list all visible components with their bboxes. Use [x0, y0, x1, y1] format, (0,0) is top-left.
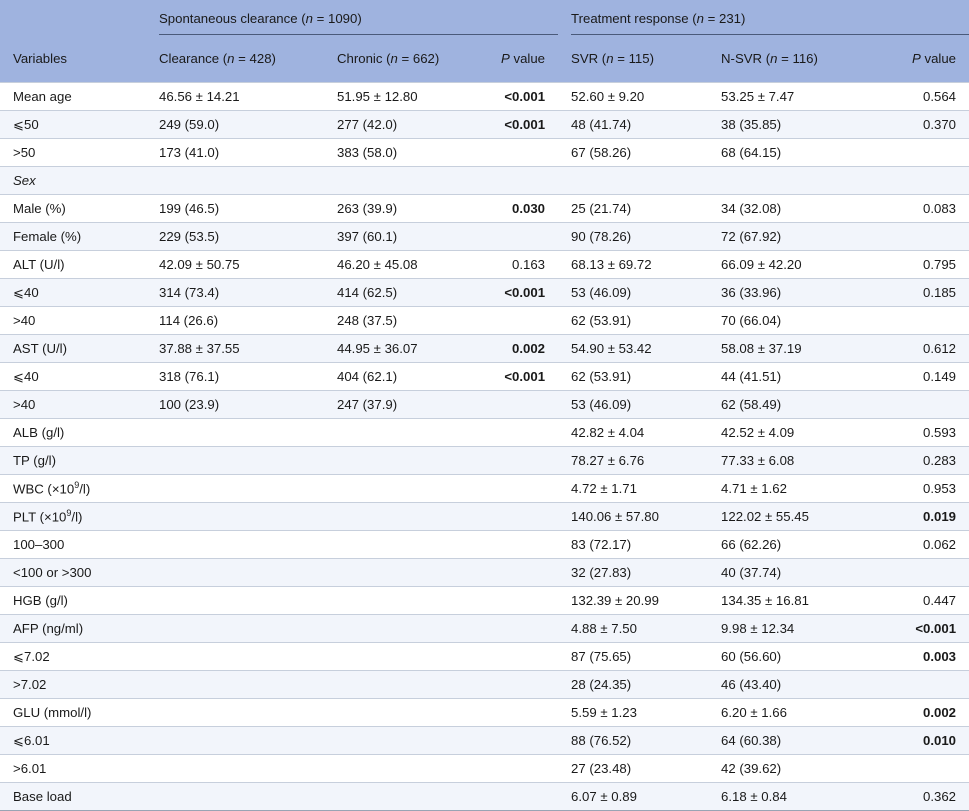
cell-chronic	[324, 783, 487, 811]
cell-p-value-1	[487, 615, 558, 643]
col-clearance	[146, 34, 324, 83]
p2-letter: P	[912, 50, 921, 66]
cell-nsvr: 62 (58.49)	[721, 397, 782, 412]
group2-n: n	[696, 10, 704, 26]
cell-chronic: 397 (60.1)	[337, 229, 398, 244]
cell-p-value-2: 0.019	[923, 509, 957, 524]
cell-p-value-1	[487, 391, 558, 419]
group-spontaneous-clearance	[146, 0, 558, 34]
cell-nsvr: 42 (39.62)	[721, 761, 782, 776]
cell-svr	[558, 167, 708, 195]
cell-variable	[0, 391, 146, 419]
variable-label-tail: /l)	[71, 509, 83, 525]
header-column-row	[0, 34, 969, 83]
cell-chronic	[324, 447, 487, 475]
col-p-value-2	[862, 34, 969, 83]
cell-nsvr: 4.71 ± 1.62	[721, 481, 787, 496]
table-row	[0, 335, 969, 363]
cell-p-value-1	[487, 167, 558, 195]
variable-label: >50	[13, 145, 36, 160]
cell-variable	[0, 251, 146, 279]
cell-p-value-2: 0.003	[923, 649, 957, 664]
cell-clearance	[146, 419, 324, 447]
table-row	[0, 307, 969, 335]
p2-suffix: value	[920, 50, 957, 66]
cell-chronic	[324, 587, 487, 615]
group2-underline	[571, 34, 969, 35]
cell-svr: 68.13 ± 69.72	[571, 257, 652, 272]
cell-variable	[0, 699, 146, 727]
cell-nsvr: 9.98 ± 12.34	[721, 621, 795, 636]
cell-variable	[0, 615, 146, 643]
cell-svr: 54.90 ± 53.42	[571, 341, 652, 356]
cell-p-value-1	[487, 727, 558, 755]
cell-variable	[0, 587, 146, 615]
variable-label: Sex	[13, 173, 36, 188]
cell-nsvr: 77.33 ± 6.08	[721, 453, 795, 468]
p1-letter: P	[501, 50, 510, 66]
cell-clearance	[146, 615, 324, 643]
cell-variable	[0, 643, 146, 671]
cell-p-value-2: 0.002	[923, 705, 957, 720]
cell-p-value-1	[487, 587, 558, 615]
variable-label: AST (U/l)	[13, 341, 67, 356]
cell-nsvr: 70 (66.04)	[721, 313, 782, 328]
cell-svr: 4.72 ± 1.71	[571, 481, 637, 496]
table-row	[0, 531, 969, 559]
group2-n-value: = 231)	[703, 10, 746, 26]
variable-label: ALB (g/l)	[13, 425, 65, 440]
cell-nsvr: 46 (43.40)	[721, 677, 782, 692]
cell-chronic	[324, 167, 487, 195]
cell-clearance: 249 (59.0)	[159, 117, 220, 132]
table-body	[0, 83, 969, 811]
cell-p-value-2	[862, 671, 969, 699]
table-row	[0, 699, 969, 727]
cell-nsvr: 122.02 ± 55.45	[721, 509, 809, 524]
cell-clearance: 46.56 ± 14.21	[159, 89, 240, 104]
variable-label: PLT (×10	[13, 509, 67, 525]
variable-label: Female (%)	[13, 229, 82, 244]
cell-chronic	[324, 643, 487, 671]
cell-p-value-1	[487, 699, 558, 727]
cell-svr: 25 (21.74)	[571, 201, 632, 216]
variable-label: >7.02	[13, 677, 47, 692]
cell-p-value-1	[487, 419, 558, 447]
cell-svr: 62 (53.91)	[571, 313, 632, 328]
variable-label: 100–300	[13, 537, 65, 552]
variable-label: AFP (ng/ml)	[13, 621, 84, 636]
cell-svr: 48 (41.74)	[571, 117, 632, 132]
variable-label: HGB (g/l)	[13, 593, 68, 608]
cell-variable	[0, 727, 146, 755]
cell-p-value-2: 0.370	[923, 117, 957, 132]
cell-nsvr: 72 (67.92)	[721, 229, 782, 244]
clearance-n: n	[227, 50, 235, 66]
nsvr-n: n	[770, 50, 778, 66]
col-svr	[558, 34, 708, 83]
cell-nsvr: 60 (56.60)	[721, 649, 782, 664]
table-row	[0, 223, 969, 251]
group2-label: Treatment response (	[571, 10, 697, 26]
cell-p-value-2: <0.001	[915, 621, 957, 636]
cell-clearance: 100 (23.9)	[159, 397, 220, 412]
variable-label: >6.01	[13, 761, 47, 776]
cell-chronic: 414 (62.5)	[337, 285, 398, 300]
cell-svr: 28 (24.35)	[571, 677, 632, 692]
cell-chronic	[324, 671, 487, 699]
cell-chronic	[324, 503, 487, 531]
cell-clearance: 114 (26.6)	[159, 313, 219, 328]
cell-nsvr: 58.08 ± 37.19	[721, 341, 802, 356]
table-row	[0, 139, 969, 167]
cell-p-value-2	[862, 755, 969, 783]
cell-p-value-1: <0.001	[504, 369, 546, 384]
cell-nsvr: 40 (37.74)	[721, 565, 782, 580]
cell-p-value-2	[862, 167, 969, 195]
cell-p-value-1: 0.163	[512, 257, 546, 272]
svr-n: n	[606, 50, 614, 66]
cell-variable	[0, 475, 146, 503]
table-row	[0, 167, 969, 195]
cell-p-value-2: 0.149	[923, 369, 957, 384]
cell-nsvr: 34 (32.08)	[721, 201, 782, 216]
cell-svr: 62 (53.91)	[571, 369, 632, 384]
group-treatment-response	[558, 0, 969, 34]
cell-p-value-2: 0.083	[923, 201, 957, 216]
cell-nsvr: 6.20 ± 1.66	[721, 705, 787, 720]
cell-svr: 67 (58.26)	[571, 145, 632, 160]
table-row	[0, 195, 969, 223]
cell-p-value-1	[487, 475, 558, 503]
cell-clearance	[146, 643, 324, 671]
p1-suffix: value	[509, 50, 546, 66]
cell-p-value-1	[487, 671, 558, 699]
cell-chronic	[324, 531, 487, 559]
cell-svr: 6.07 ± 0.89	[571, 789, 637, 804]
table-row	[0, 671, 969, 699]
cell-p-value-1	[487, 643, 558, 671]
cell-variable	[0, 671, 146, 699]
cell-clearance	[146, 447, 324, 475]
cell-variable	[0, 223, 146, 251]
cell-chronic	[324, 419, 487, 447]
group1-n-value: = 1090)	[312, 10, 362, 26]
cell-p-value-1	[487, 307, 558, 335]
cell-clearance	[146, 755, 324, 783]
variable-label: TP (g/l)	[13, 453, 56, 468]
cell-svr: 90 (78.26)	[571, 229, 632, 244]
cell-svr: 42.82 ± 4.04	[571, 425, 645, 440]
cell-variable	[0, 111, 146, 139]
cell-p-value-2: 0.010	[923, 733, 957, 748]
cell-clearance	[146, 503, 324, 531]
cell-p-value-2: 0.185	[923, 285, 957, 300]
cell-p-value-2: 0.795	[923, 257, 957, 272]
cell-p-value-2	[862, 223, 969, 251]
variable-label: ⩽50	[13, 116, 39, 132]
table-header	[0, 0, 969, 83]
cell-clearance	[146, 531, 324, 559]
col-variables: Variables	[13, 50, 67, 66]
table-row	[0, 419, 969, 447]
cell-svr: 27 (23.48)	[571, 761, 632, 776]
cell-p-value-1	[487, 783, 558, 811]
variable-label: >40	[13, 313, 36, 328]
table-row	[0, 447, 969, 475]
cell-chronic: 44.95 ± 36.07	[337, 341, 418, 356]
cell-p-value-1: 0.002	[512, 341, 546, 356]
cell-nsvr: 42.52 ± 4.09	[721, 425, 795, 440]
table-row	[0, 755, 969, 783]
cell-clearance: 318 (76.1)	[159, 369, 220, 384]
table-row	[0, 503, 969, 531]
cell-chronic: 263 (39.9)	[337, 201, 398, 216]
cell-chronic: 277 (42.0)	[337, 117, 398, 132]
cell-variable	[0, 503, 146, 531]
cell-svr: 88 (76.52)	[571, 733, 632, 748]
table-row	[0, 587, 969, 615]
cell-p-value-1	[487, 503, 558, 531]
header-empty-cell	[0, 0, 146, 34]
col-p-value-1	[487, 34, 558, 83]
clearance-n-value: = 428)	[234, 50, 276, 66]
cell-variable	[0, 335, 146, 363]
cell-clearance: 37.88 ± 37.55	[159, 341, 240, 356]
cell-nsvr: 38 (35.85)	[721, 117, 782, 132]
cell-chronic	[324, 615, 487, 643]
cell-p-value-2: 0.362	[923, 789, 957, 804]
cell-chronic	[324, 755, 487, 783]
group1-underline	[159, 34, 558, 35]
cell-p-value-1: <0.001	[504, 117, 546, 132]
clearance-label: Clearance (	[159, 50, 228, 66]
cell-p-value-2: 0.062	[923, 537, 957, 552]
cell-svr: 32 (27.83)	[571, 565, 632, 580]
chronic-label: Chronic (	[337, 50, 391, 66]
cell-chronic	[324, 699, 487, 727]
cell-p-value-1: 0.030	[512, 201, 546, 216]
cell-p-value-2: 0.953	[923, 481, 957, 496]
cell-p-value-2: 0.564	[923, 89, 957, 104]
chronic-n: n	[390, 50, 398, 66]
table-row	[0, 111, 969, 139]
table-row	[0, 475, 969, 503]
cell-clearance	[146, 559, 324, 587]
variable-label: Mean age	[13, 89, 72, 104]
cell-p-value-2	[862, 307, 969, 335]
cell-p-value-1: <0.001	[504, 285, 546, 300]
cell-chronic	[324, 559, 487, 587]
group1-n: n	[305, 10, 313, 26]
col-chronic	[324, 34, 487, 83]
table-row	[0, 251, 969, 279]
group1-label: Spontaneous clearance (	[159, 10, 306, 26]
chronic-n-value: = 662)	[397, 50, 440, 66]
table-row	[0, 391, 969, 419]
table-row	[0, 279, 969, 307]
cell-svr: 53 (46.09)	[571, 397, 632, 412]
cell-variable	[0, 559, 146, 587]
cell-svr: 53 (46.09)	[571, 285, 632, 300]
variable-label: >40	[13, 397, 36, 412]
nsvr-n-value: = 116)	[777, 50, 818, 66]
cell-clearance	[146, 783, 324, 811]
cell-svr: 78.27 ± 6.76	[571, 453, 645, 468]
cell-svr: 52.60 ± 9.20	[571, 89, 645, 104]
cell-chronic: 404 (62.1)	[337, 369, 398, 384]
cell-nsvr: 134.35 ± 16.81	[721, 593, 809, 608]
cell-chronic	[324, 475, 487, 503]
cell-clearance	[146, 587, 324, 615]
cell-variable	[0, 167, 146, 195]
table-row	[0, 615, 969, 643]
cell-svr: 140.06 ± 57.80	[571, 509, 659, 524]
table-row	[0, 643, 969, 671]
cell-p-value-1	[487, 139, 558, 167]
variable-label: <100 or >300	[13, 565, 92, 580]
cell-chronic: 248 (37.5)	[337, 313, 398, 328]
svr-label: SVR (	[571, 50, 607, 66]
cell-p-value-1	[487, 447, 558, 475]
cell-variable	[0, 363, 146, 391]
cell-p-value-2	[862, 559, 969, 587]
table-row	[0, 783, 969, 811]
cell-clearance	[146, 671, 324, 699]
cell-variable	[0, 139, 146, 167]
variable-label: ⩽40	[13, 284, 39, 300]
cell-p-value-2: 0.447	[923, 593, 957, 608]
cell-chronic: 51.95 ± 12.80	[337, 89, 418, 104]
cell-p-value-2: 0.283	[923, 453, 957, 468]
cell-clearance: 173 (41.0)	[159, 145, 220, 160]
cell-p-value-2	[862, 139, 969, 167]
cell-variable	[0, 531, 146, 559]
cell-clearance: 42.09 ± 50.75	[159, 257, 240, 272]
variable-label: GLU (mmol/l)	[13, 705, 92, 720]
cell-p-value-1	[487, 531, 558, 559]
table-row	[0, 727, 969, 755]
table-row	[0, 363, 969, 391]
cell-nsvr: 68 (64.15)	[721, 145, 782, 160]
cell-clearance	[146, 727, 324, 755]
table-row	[0, 83, 969, 111]
cell-nsvr	[708, 167, 862, 195]
cell-variable	[0, 755, 146, 783]
cell-variable	[0, 447, 146, 475]
col-nsvr	[708, 34, 862, 83]
cell-clearance	[146, 699, 324, 727]
variable-label: WBC (×10	[13, 481, 75, 497]
header-group-row	[0, 0, 969, 34]
cell-svr: 4.88 ± 7.50	[571, 621, 637, 636]
cell-chronic	[324, 727, 487, 755]
cell-p-value-2: 0.593	[923, 425, 957, 440]
cell-variable	[0, 195, 146, 223]
cell-nsvr: 66.09 ± 42.20	[721, 257, 802, 272]
variable-label: Male (%)	[13, 201, 66, 216]
variable-label-tail: /l)	[79, 481, 91, 497]
cell-clearance: 229 (53.5)	[159, 229, 220, 244]
cell-clearance: 199 (46.5)	[159, 201, 220, 216]
cell-nsvr: 64 (60.38)	[721, 733, 782, 748]
variable-label: ALT (U/l)	[13, 257, 65, 272]
cell-nsvr: 66 (62.26)	[721, 537, 782, 552]
cell-p-value-1	[487, 559, 558, 587]
cell-nsvr: 44 (41.51)	[721, 369, 782, 384]
cell-svr: 87 (75.65)	[571, 649, 632, 664]
variable-superscript: 9	[66, 508, 72, 519]
variable-label: ⩽6.01	[13, 732, 50, 748]
cell-p-value-2: 0.612	[923, 341, 957, 356]
variable-superscript: 9	[74, 480, 80, 491]
nsvr-label: N-SVR (	[721, 50, 771, 66]
cell-svr: 132.39 ± 20.99	[571, 593, 659, 608]
cell-variable	[0, 279, 146, 307]
cell-variable	[0, 783, 146, 811]
svr-n-value: = 115)	[613, 50, 654, 66]
cell-chronic: 46.20 ± 45.08	[337, 257, 418, 272]
cell-nsvr: 53.25 ± 7.47	[721, 89, 795, 104]
variable-label: ⩽40	[13, 368, 39, 384]
cell-variable	[0, 83, 146, 111]
cell-clearance	[146, 167, 324, 195]
cell-p-value-2	[862, 391, 969, 419]
cell-clearance	[146, 475, 324, 503]
cell-svr: 5.59 ± 1.23	[571, 705, 637, 720]
cell-nsvr: 36 (33.96)	[721, 285, 782, 300]
table-row	[0, 559, 969, 587]
cell-p-value-1	[487, 755, 558, 783]
cell-chronic: 383 (58.0)	[337, 145, 398, 160]
variable-label: ⩽7.02	[13, 648, 50, 664]
cell-p-value-1: <0.001	[504, 89, 546, 104]
cell-nsvr: 6.18 ± 0.84	[721, 789, 787, 804]
cell-chronic: 247 (37.9)	[337, 397, 398, 412]
cell-p-value-1	[487, 223, 558, 251]
cell-variable	[0, 419, 146, 447]
variable-label: Base load	[13, 789, 72, 804]
cell-variable	[0, 307, 146, 335]
cell-clearance: 314 (73.4)	[159, 285, 220, 300]
cell-svr: 83 (72.17)	[571, 537, 632, 552]
